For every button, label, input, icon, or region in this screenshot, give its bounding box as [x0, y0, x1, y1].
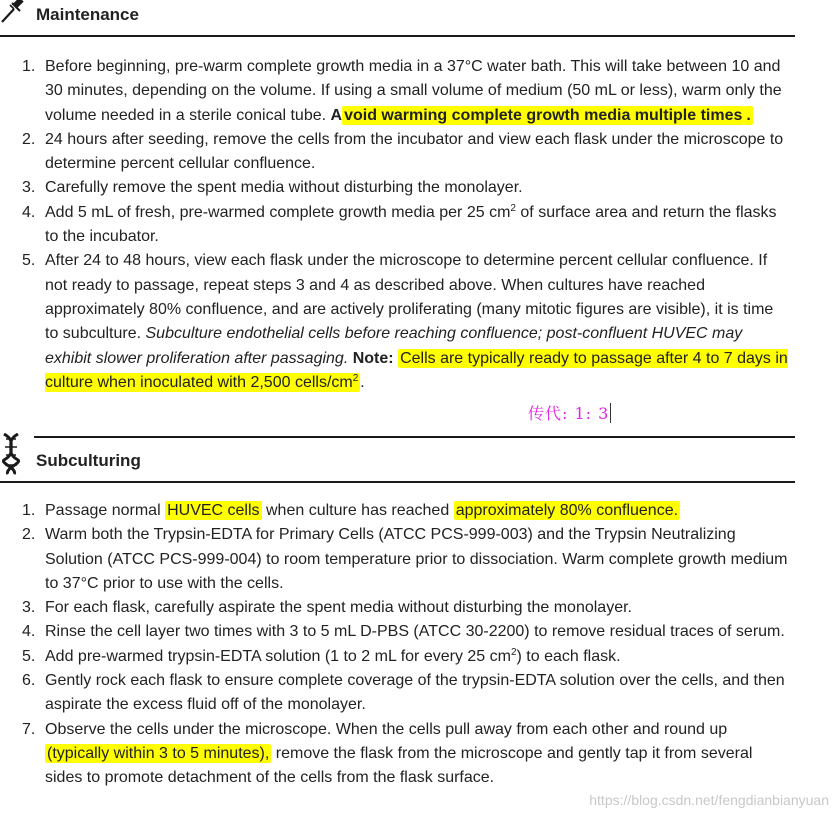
- list-item: 5. After 24 to 48 hours, view each flask under the microscope to determine percent cellular confluence. If not ready to passage, repeat steps 3 and 4 as described above. When cultures have reached approximately 80% confluence, and are actively proliferating (many mitotic figures are visible), it is time to subculture. Subculture endothelial cells before reaching confluence; post-confluent HUVEC may exhibit slower proliferation after passaging. Note: Cells are typically ready to passage after 4 to 7 days in culture when inoculated with 2,500 cells/$cm^2$ .: [22, 252, 788, 391]
- pipette-icon: [0, 0, 28, 28]
- list-item: 7. Observe the cells under the microscope. When the cells pull away from each other and round up (typically within 3 to 5 minutes), remove the flask from the microscope and gently tap it from several sides to promote detachment of the cells from the flask surface.: [22, 720, 753, 787]
- maintenance-steps: [0, 55, 790, 395]
- maintenance-header: [0, 0, 795, 37]
- watermark: https://blog.csdn.net/fengdianbianyuan: [589, 792, 829, 808]
- list-item: 6. Gently rock each flask to ensure complete coverage of the trypsin-EDTA solution over the cells, and then aspirate the excess fluid off of the monolayer.: [22, 672, 785, 714]
- highlighted-text: HUVEC cells: [167, 502, 260, 519]
- handwritten-annotation[interactable]: 传代: 1: 3: [528, 404, 610, 423]
- highlighted-text: approximately 80% confluence.: [455, 502, 679, 519]
- subculturing-header: [0, 400, 795, 470]
- section-title-subculturing: Subculturing: [36, 451, 141, 470]
- highlighted-text: (typically within 3 to 5 minutes),: [47, 744, 270, 762]
- highlighted-text: Cells are typically ready to passage after 4 to 7 days in culture when inoculated with 2,500 cells/$cm^2$: [45, 349, 788, 391]
- subculturing-steps: [0, 499, 790, 791]
- list-item: 1. Before beginning, pre-warm complete growth media in a 37°C water bath. This will take between 10 and 30 minutes, depending on the volume. If using a small volume of medium (50 mL or less), warm only the volume needed in a sterile conical tube. A void warming complete growth media multiple times .: [22, 58, 782, 124]
- list-item: 1. Passage normal HUVEC cells when culture has reached approximately 80% confluence.: [22, 502, 679, 519]
- list-item: 4. Add 5 mL of fresh, pre-warmed complete growth media per 25 $cm^2$ of surface area and return the flasks to the incubator.: [22, 202, 777, 246]
- list-item: 2. 24 hours after seeding, remove the cells from the incubator and view each flask under the microscope to determine percent cellular confluence.: [22, 130, 784, 173]
- list-item: 4. Rinse the cell layer two times with 3 to 5 mL D-PBS (ATCC 30-2200) to remove residual traces of serum.: [22, 623, 785, 641]
- list-item: 5. Add pre-warmed trypsin-EDTA solution (1 to 2 mL for every 25 $cm^2$) to each flask.: [22, 646, 621, 665]
- list-item: 3. For each flask, carefully aspirate the spent media without disturbing the monolayer.: [22, 599, 632, 617]
- list-item: 3. Carefully remove the spent media without disturbing the monolayer.: [22, 179, 523, 197]
- highlighted-text: void warming complete growth media multiple times: [344, 106, 743, 124]
- section-divider: [34, 436, 795, 438]
- section-divider: [0, 35, 795, 37]
- section-title-maintenance: Maintenance: [36, 5, 139, 24]
- section-divider: [0, 481, 795, 483]
- dna-icon: [0, 433, 22, 480]
- list-item: 2. Warm both the Trypsin-EDTA for Primary Cells (ATCC PCS-999-003) and the Trypsin Neutralizing Solution (ATCC PCS-999-004) to room temperature prior to dissociation. Warm complete growth medium to 37°C prior to use with the cells.: [22, 526, 788, 592]
